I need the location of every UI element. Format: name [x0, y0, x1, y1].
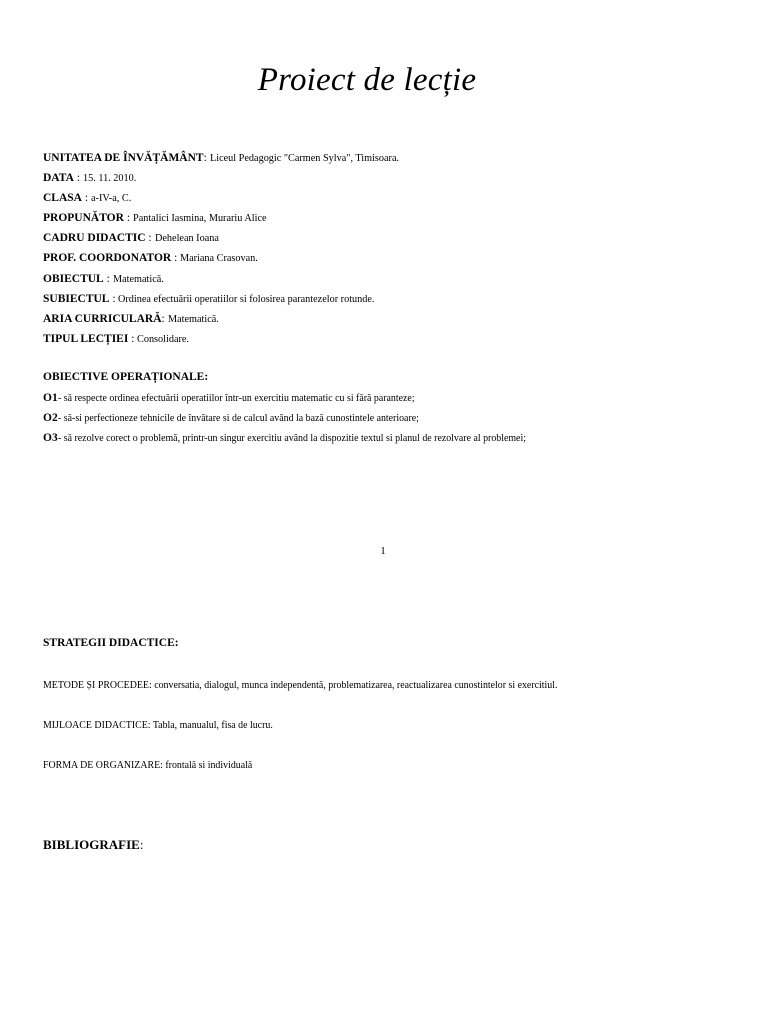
page-number: 1 — [380, 545, 386, 557]
field-separator: : — [103, 272, 113, 285]
bibliography-label: BIBLIOGRAFIE — [43, 837, 140, 852]
field-separator: : — [73, 172, 83, 185]
field-label: PROPUNĂTOR — [43, 212, 124, 225]
field-value: Liceul Pedagogic "Carmen Sylva", Timisoara. — [209, 152, 399, 164]
methods-line: METODE ȘI PROCEDEE: conversatia, dialogul, munca independentă, problematizarea, reactualizarea cunostintelor si exercitiul. — [43, 679, 558, 691]
field-separator: : — [203, 152, 210, 164]
bibliography-heading — [43, 836, 143, 854]
field-teacher — [43, 228, 743, 248]
field-curricular-area — [43, 309, 743, 329]
objective-item — [43, 428, 763, 448]
field-label: TIPUL LECȚIEI — [43, 332, 129, 345]
field-label: ARIA CURRICULARĂ — [43, 312, 162, 325]
field-separator: : — [161, 312, 168, 325]
objective-code: O1 — [43, 392, 58, 404]
field-separator: : — [81, 192, 91, 205]
field-value: Matematică. — [167, 312, 219, 325]
document-title: Proiect de lecție — [257, 62, 477, 98]
field-value: 15. 11. 2010. — [82, 172, 137, 185]
objective-text: - să rezolve corect o problemă, printr-un singur exercitiu având la dispozitie textul si planul de rezolvare al problemei; — [57, 432, 526, 444]
strategies-heading: STRATEGII DIDACTICE: — [43, 637, 179, 649]
field-label: SUBIECTUL — [43, 292, 110, 305]
organization-line: FORMA DE ORGANIZARE: frontală si individuală — [43, 759, 253, 771]
field-value: Mariana Crasovan. — [180, 252, 259, 265]
objective-code: O3 — [43, 432, 58, 444]
field-proposer — [43, 208, 743, 228]
field-label: CADRU DIDACTIC — [43, 232, 146, 245]
field-value: Consolidare. — [137, 332, 190, 345]
field-class — [43, 188, 743, 208]
field-separator: : — [123, 212, 133, 225]
field-object — [43, 269, 743, 289]
field-label: PROF. COORDONATOR — [43, 252, 172, 265]
objectives-list — [43, 388, 763, 448]
materials-line: MIJLOACE DIDACTICE: Tabla, manualul, fisa de lucru. — [43, 719, 273, 731]
field-value: Matematică. — [112, 272, 164, 285]
objective-item — [43, 408, 763, 428]
objectives-heading: OBIECTIVE OPERAȚIONALE: — [43, 371, 209, 383]
field-subject — [43, 289, 743, 309]
objective-item — [43, 388, 763, 408]
field-lesson-type — [43, 329, 743, 349]
field-separator: : — [171, 252, 181, 265]
objective-text: - să-si perfectioneze tehnicile de învătare si de calcul având la bază cunostintele anterioare; — [57, 412, 419, 424]
field-value: Ordinea efectuării operatiilor si folosirea parantezelor rotunde. — [118, 292, 375, 305]
field-label: OBIECTUL — [43, 272, 104, 285]
field-separator: : — [109, 292, 119, 305]
field-separator: : — [128, 332, 138, 345]
field-label: DATA — [43, 172, 74, 185]
objective-text: - să respecte ordinea efectuării operatiilor într-un exercitiu matematic cu si fără paranteze; — [57, 392, 415, 404]
field-value: a-IV-a, C. — [90, 192, 132, 205]
field-value: Dehelean Ioana — [154, 232, 219, 245]
lesson-info — [43, 148, 743, 349]
field-label: CLASA — [43, 192, 82, 205]
field-date — [43, 168, 743, 188]
field-label: UNITATEA DE ÎNVĂȚĂMÂNT — [43, 152, 204, 164]
objective-code: O2 — [43, 412, 58, 424]
field-school — [43, 148, 743, 168]
field-separator: : — [145, 232, 155, 245]
field-coordinator — [43, 248, 743, 268]
field-value: Pantalici Iasmina, Murariu Alice — [132, 212, 267, 225]
bibliography-separator: : — [139, 837, 144, 852]
